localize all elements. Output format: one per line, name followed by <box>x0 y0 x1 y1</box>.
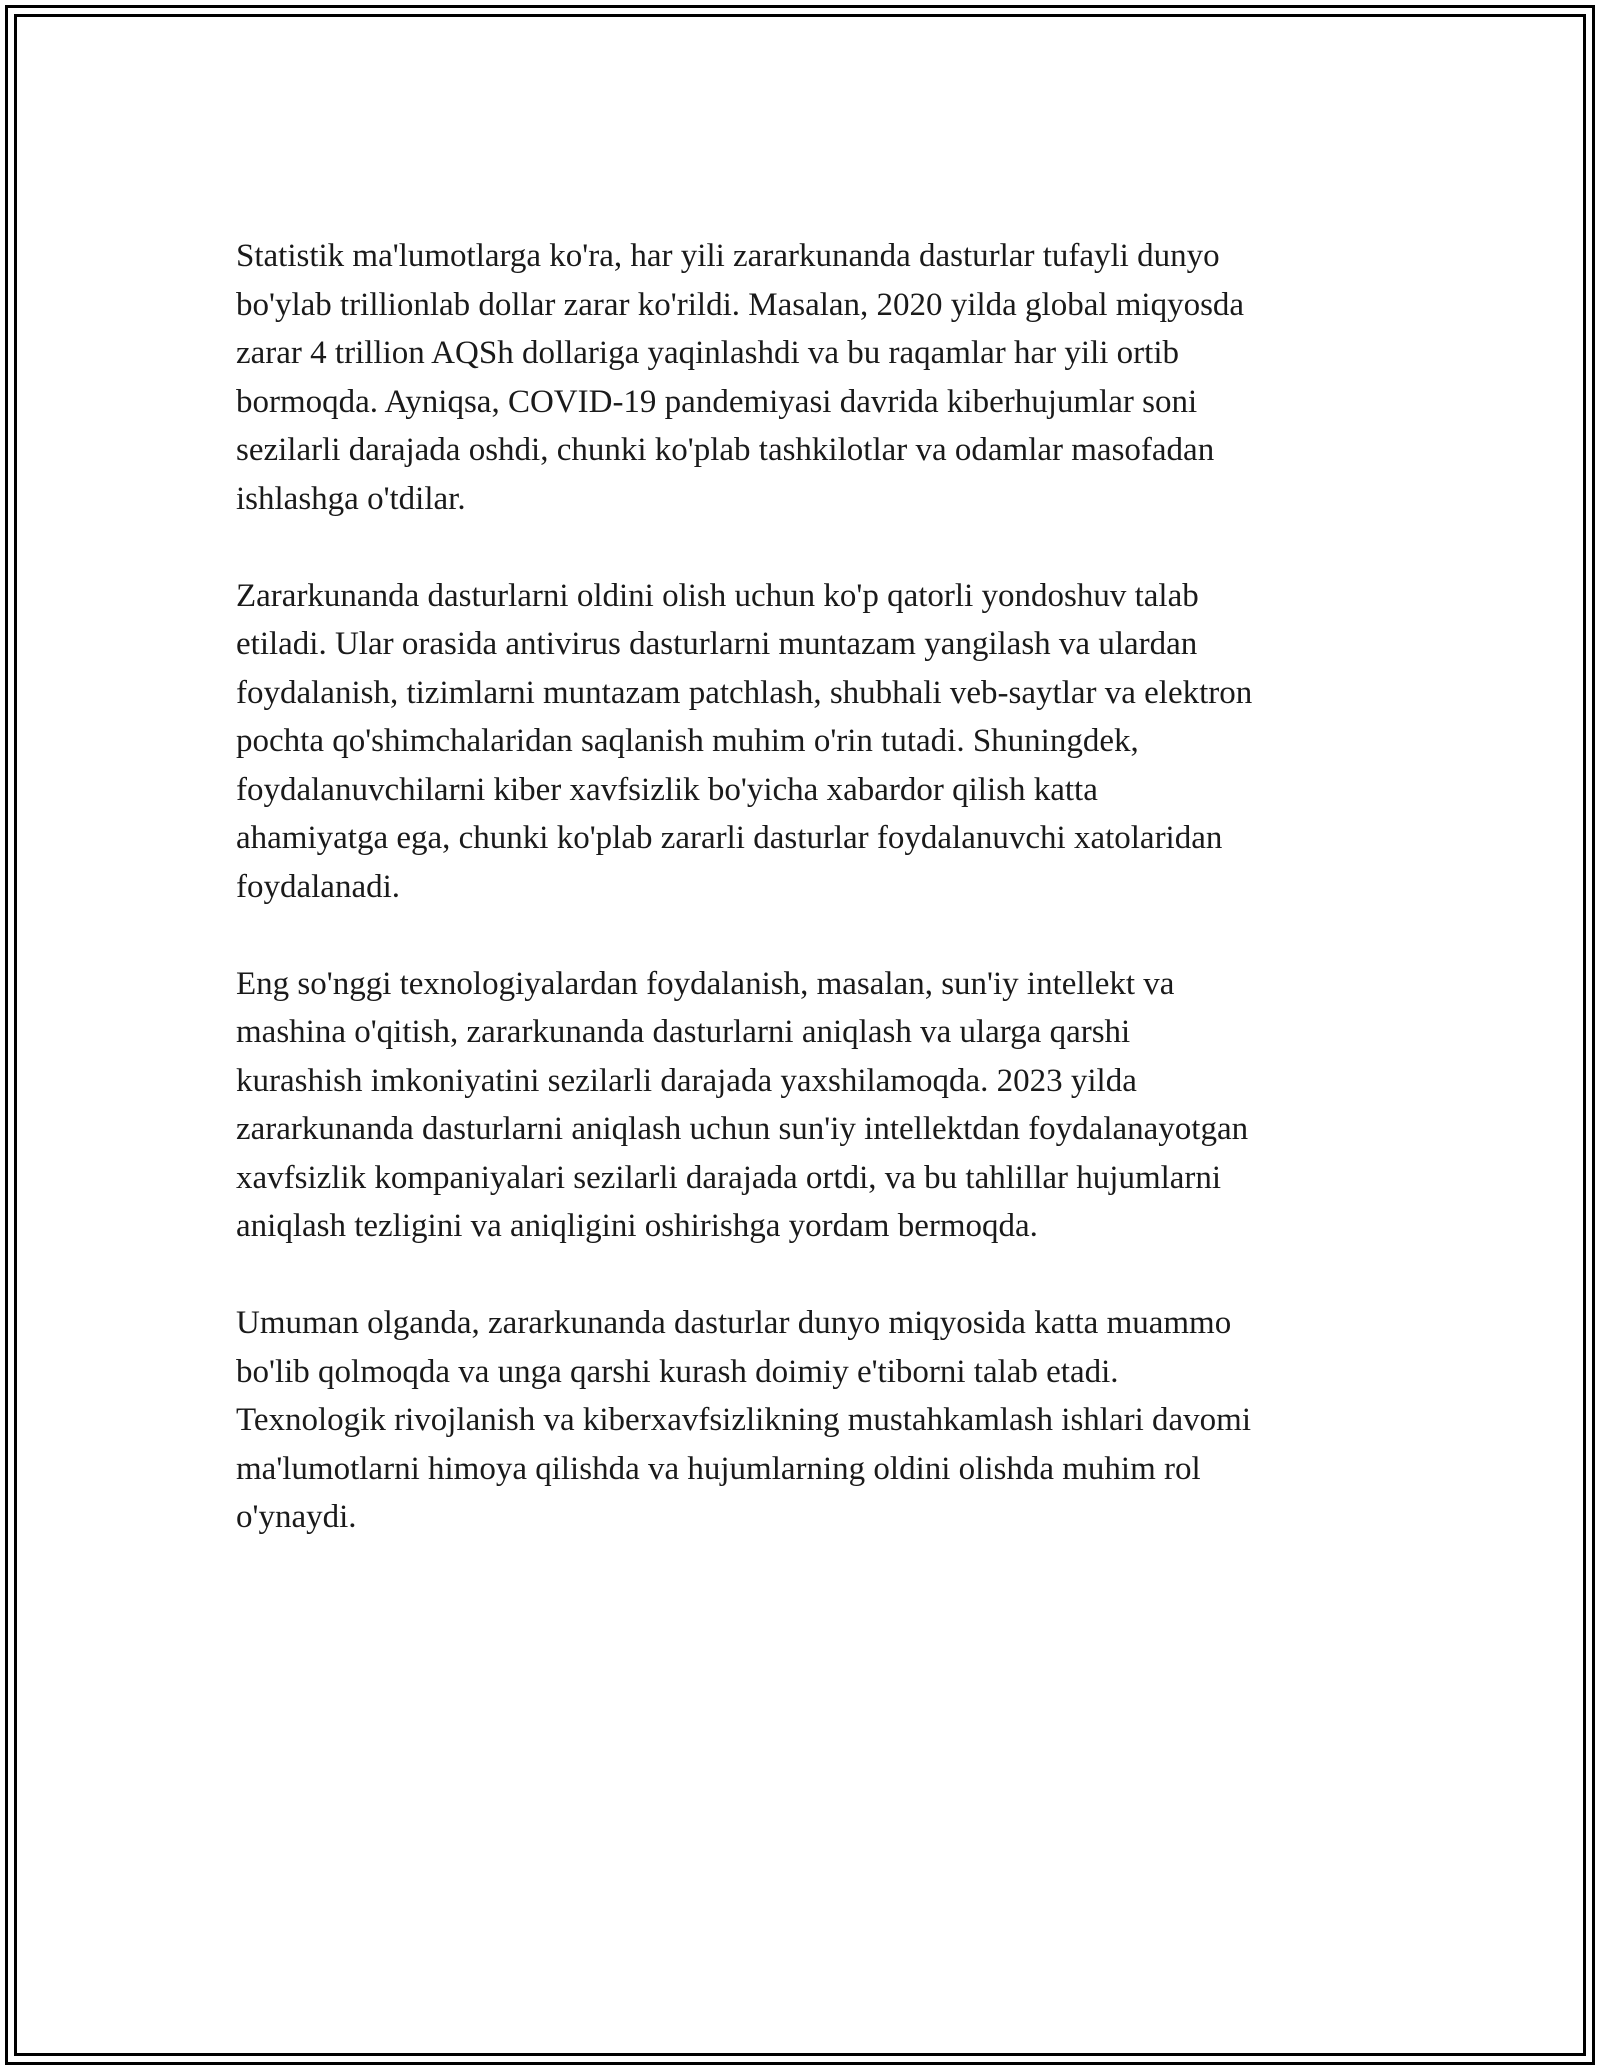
text-line: ahamiyatga ega, chunki ko'plab zararli dasturlar foydalanuvchi xatolaridan <box>236 820 1223 856</box>
text-line: Eng so'nggi texnologiyalardan foydalanish, masalan, sun'iy intellekt va <box>236 965 1175 1002</box>
text-line: foydalanish, tizimlarni muntazam patchlash, shubhali veb-saytlar va elektron <box>236 674 1253 711</box>
paragraph-conclusion <box>236 1299 1386 1542</box>
text-line: foydalanuvchilarni kiber xavfsizlik bo'yicha xabardor qilish katta <box>236 771 1098 808</box>
text-line: bormoqda. Ayniqsa, COVID-19 pandemiyasi davrida kiberhujumlar soni <box>236 383 1198 420</box>
document-body <box>236 232 1386 1590</box>
text-line: bo'ylab trillionlab dollar zarar ko'rildi. Masalan, 2020 yilda global miqyosda <box>236 286 1245 323</box>
text-line: xavfsizlik kompaniyalari sezilarli darajada ortdi, va bu tahlillar hujumlarni <box>236 1159 1222 1196</box>
text-line: ma'lumotlarni himoya qilishda va hujumlarning oldini olishda muhim rol <box>236 1450 1201 1487</box>
paragraph-statistics <box>236 232 1386 523</box>
text-line: sezilarli darajada oshdi, chunki ko'plab tashkilotlar va odamlar masofadan <box>236 432 1215 468</box>
text-line: Statistik ma'lumotlarga ko'ra, har yili zararkunanda dasturlar tufayli dunyo <box>236 238 1220 274</box>
text-line: Zararkunanda dasturlarni oldini olish uchun ko'p qatorli yondoshuv talab <box>236 577 1199 614</box>
text-line: ishlashga o'tdilar. <box>236 480 466 517</box>
text-line: o'ynaydi. <box>236 1499 357 1535</box>
text-line: zarar 4 trillion AQSh dollariga yaqinlashdi va bu raqamlar har yili ortib <box>236 335 1179 371</box>
text-line: Umuman olganda, zararkunanda dasturlar dunyo miqyosida katta muammo <box>236 1305 1232 1341</box>
text-line: bo'lib qolmoqda va unga qarshi kurash doimiy e'tiborni talab etadi. <box>236 1353 1119 1390</box>
text-line: etiladi. Ular orasida antivirus dasturlarni muntazam yangilash va ulardan <box>236 626 1198 662</box>
text-line: pochta qo'shimchalaridan saqlanish muhim o'rin tutadi. Shuningdek, <box>236 723 1139 759</box>
text-line: foydalanadi. <box>236 868 401 905</box>
text-line: aniqlash tezligini va aniqligini oshirishga yordam bermoqda. <box>236 1208 1038 1244</box>
text-line: kurashish imkoniyatini sezilarli darajada yaxshilamoqda. 2023 yilda <box>236 1062 1137 1099</box>
text-line: mashina o'qitish, zararkunanda dasturlarni aniqlash va ularga qarshi <box>236 1014 1131 1050</box>
paragraph-technology <box>236 960 1386 1251</box>
paragraph-prevention <box>236 572 1386 912</box>
text-line: Texnologik rivojlanish va kiberxavfsizlikning mustahkamlash ishlari davomi <box>236 1402 1252 1438</box>
text-line: zararkunanda dasturlarni aniqlash uchun sun'iy intellektdan foydalanayotgan <box>236 1111 1249 1147</box>
